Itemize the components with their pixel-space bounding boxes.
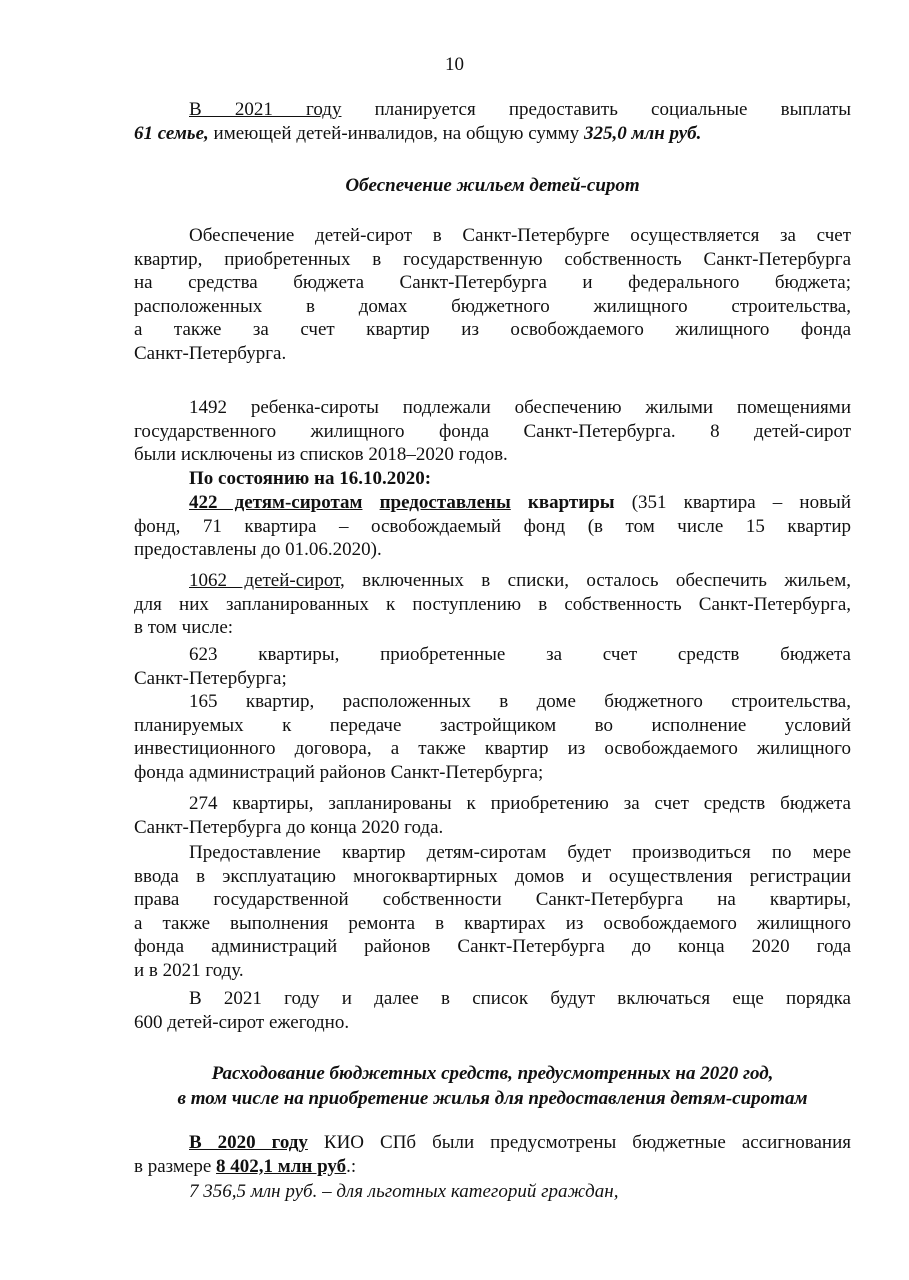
heading-budget-spending: Расходование бюджетных средств, предусмотренных на 2020 год, в том числе на приобретение жилья для предоставления детям-сиротам: [177, 1063, 808, 1109]
status-date-line: По состоянию на 16.10.2020:: [189, 468, 432, 489]
paragraph-274-apartments: 274 квартиры, запланированы к приобретению за счет средств бюджета Санкт-Петербурга до конца 2020 года.: [134, 793, 851, 838]
paragraph-budget-2020: В 2020 году КИО СПб были предусмотрены бюджетные ассигнования в размере 8 402,1 млн руб.:: [134, 1132, 851, 1177]
paragraph-623-apartments: 623 квартиры, приобретенные за счет средств бюджета Санкт-Петербурга;: [134, 644, 851, 689]
paragraph-preferential-categories: 7 356,5 млн руб. – для льготных категорий граждан,: [189, 1181, 619, 1202]
paragraph-provision-schedule: Предоставление квартир детям-сиротам будет производиться по мере ввода в эксплуатацию многоквартирных домов и осуществления регистрации права государственной собственности Санкт-Петербурга на квартиры, а также выполнения ремонта в квартирах из освобождаемого жилищного фонда администраций районов Санкт-Петербурга до конца 2020 года и в 2021 году.: [134, 842, 851, 981]
paragraph-165-apartments: 165 квартир, расположенных в доме бюджетного строительства, планируемых к передаче застройщиком во исполнение условий инвестиционного договора, а также квартир из освобождаемого жилищного фонда администраций районов Санкт-Петербурга;: [134, 691, 851, 783]
paragraph-social-payments: В 2021 году планируется предоставить социальные выплаты 61 семье, имеющей детей-инвалидов, на общую сумму 325,0 млн руб.: [134, 99, 851, 144]
heading-housing-orphans: Обеспечение жильем детей-сирот: [345, 175, 640, 196]
page-number: 10: [445, 54, 464, 75]
paragraph-remaining-orphans: 1062 детей-сирот, включенных в списки, осталось обеспечить жильем, для них запланированных к поступлению в собственность Санкт-Петербурга, в том числе:: [134, 570, 852, 638]
paragraph-housing-provision: Обеспечение детей-сирот в Санкт-Петербурге осуществляется за счет квартир, приобретенных в государственную собственность Санкт-Петербурга на средства бюджета Санкт-Петербурга и федерального бюджета; расположенных в домах бюджетного жилищного строительства, а также за счет квартир из освобождаемого жилищного фонда Санкт-Петербурга.: [134, 225, 851, 364]
year-2021: В 2021 году: [189, 99, 342, 120]
paragraph-orphans-count: 1492 ребенка-сироты подлежали обеспечению жилыми помещениями государственного жилищного фонда Санкт-Петербурга. 8 детей-сирот были исключены из списков 2018–2020 годов.: [134, 397, 851, 465]
paragraph-apartments-provided: 422 детям-сиротам предоставлены квартиры (351 квартира – новый фонд, 71 квартира – освобождаемый фонд (в том числе 15 квартир предоставлены до 01.06.2020).: [134, 492, 851, 560]
paragraph-2021-outlook: В 2021 году и далее в список будут включаться еще порядка 600 детей-сирот ежегодно.: [134, 988, 851, 1033]
